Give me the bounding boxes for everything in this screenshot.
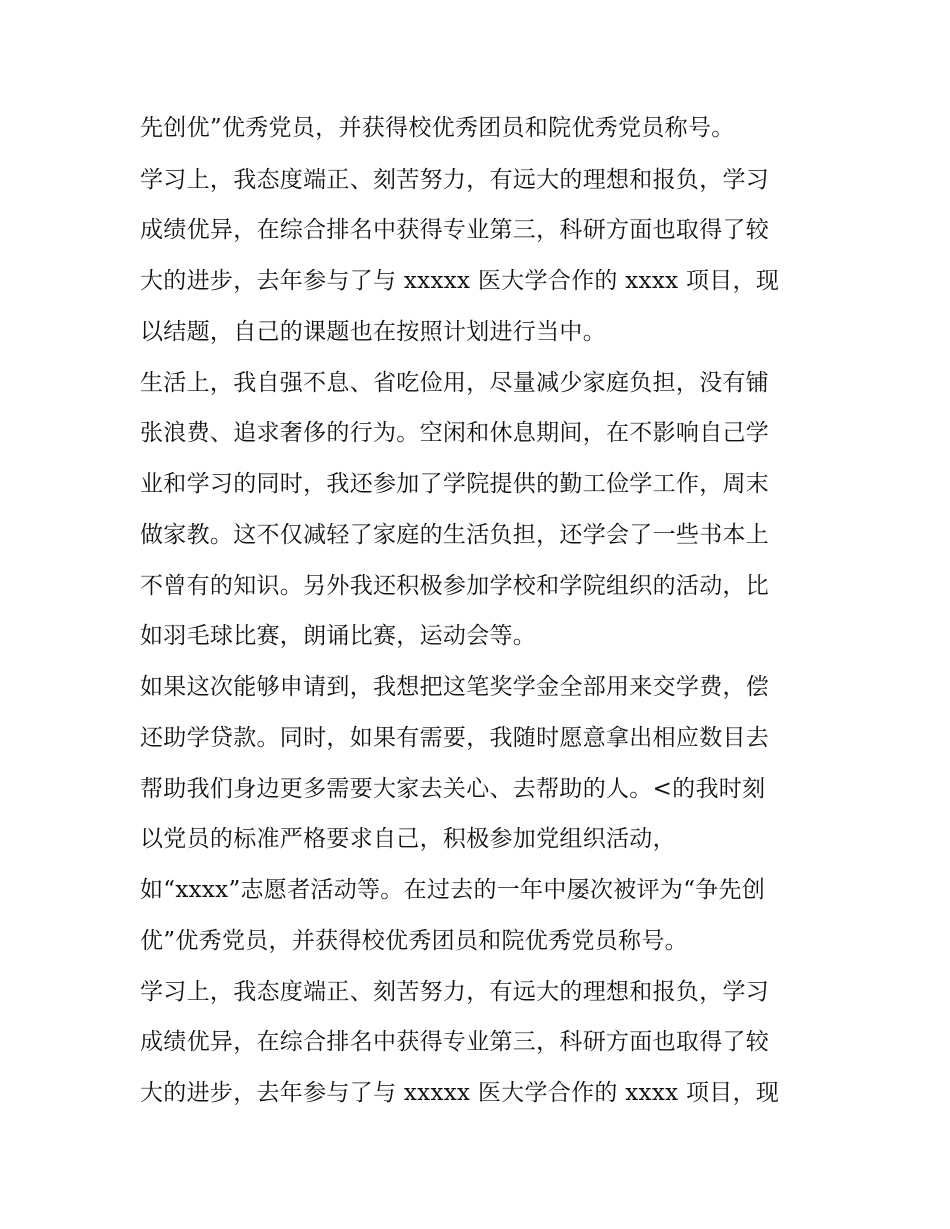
text-line: 成绩优异，在综合排名中获得专业第三，科研方面也取得了较 — [140, 217, 770, 243]
text-line: 以结题，自己的课题也在按照计划进行当中。 — [140, 319, 606, 345]
text-line: 如羽毛球比赛，朗诵比赛，运动会等。 — [140, 623, 537, 649]
text-line: 以党员的标准严格要求自己，积极参加党组织活动， — [140, 826, 676, 852]
text-line: 优”优秀党员，并获得校优秀团员和院优秀党员称号。 — [140, 928, 688, 954]
text-line: 学习上，我态度端正、刻苦努力，有远大的理想和报负，学习 — [140, 167, 770, 193]
text-line: 先创优”优秀党员，并获得校优秀团员和院优秀党员称号。 — [140, 115, 735, 141]
text-line: 不曾有的知识。另外我还积极参加学校和学院组织的活动，比 — [140, 573, 770, 599]
text-line: 还助学贷款。同时，如果有需要，我随时愿意拿出相应数目去 — [140, 725, 770, 751]
text-line: 大的进步，去年参与了与 xxxxx 医大学合作的 xxxx 项目，现 — [140, 268, 780, 294]
text-line: 帮助我们身边更多需要大家去关心、去帮助的人。<的我时刻 — [140, 776, 766, 802]
text-line: 大的进步，去年参与了与 xxxxx 医大学合作的 xxxx 项目，现 — [140, 1080, 780, 1106]
text-line: 成绩优异，在综合排名中获得专业第三，科研方面也取得了较 — [140, 1029, 770, 1055]
text-line: 张浪费、追求奢侈的行为。空闲和休息期间，在不影响自己学 — [140, 420, 770, 446]
text-line: 做家教。这不仅减轻了家庭的生活负担，还学会了一些书本上 — [140, 522, 770, 548]
text-line: 业和学习的同时，我还参加了学院提供的勤工俭学工作，周末 — [140, 471, 770, 497]
text-line: 生活上，我自强不息、省吃俭用，尽量减少家庭负担，没有铺 — [140, 370, 770, 396]
text-line: 学习上，我态度端正、刻苦努力，有远大的理想和报负，学习 — [140, 979, 770, 1005]
text-line: 如果这次能够申请到，我想把这笔奖学金全部用来交学费，偿 — [140, 674, 770, 700]
text-line: 如“xxxx”志愿者活动等。在过去的一年中屡次被评为“争先创 — [140, 877, 766, 903]
